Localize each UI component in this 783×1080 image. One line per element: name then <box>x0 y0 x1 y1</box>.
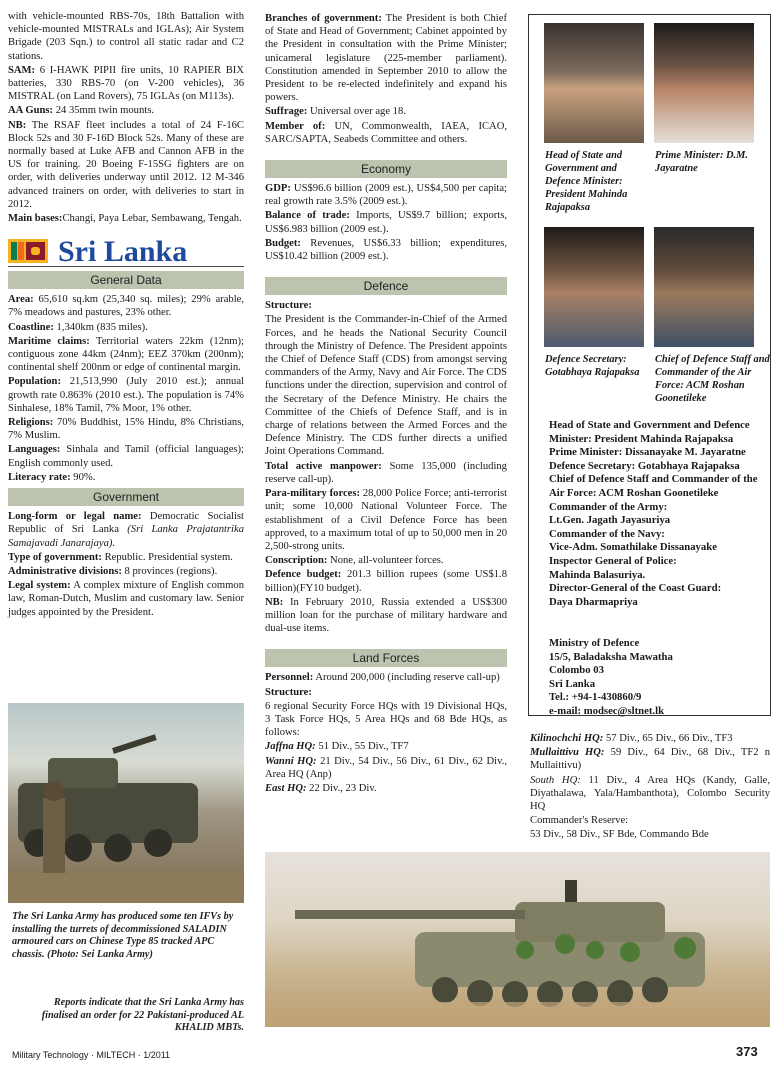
entry-text: 28,000 Police Force; anti-terrorist unit; some 10,000 National Volunteer Force. The establishment of a Civil Defence Force has been approved, to a maximum total of up to 50,000 men in 20 2,500-strong units. <box>265 488 508 552</box>
entry-label: Type of government: <box>8 551 102 563</box>
entry <box>8 565 244 578</box>
entry <box>8 471 244 484</box>
entry <box>530 814 770 827</box>
entry-text: In February 2010, Russia extended a US$300 million loan for the purchase of military hardware and dual-use items. <box>265 596 507 635</box>
entry-text: 57 Div., 65 Div., 66 Div., TF3 <box>603 733 733 744</box>
entry-text: 21,513,990 (July 2010 est.); annual growth rate 0.863% (2010 est.). The population is 74% Sinhalese, 18% Tamil, 7% Moor, 1% other. <box>8 376 244 414</box>
entry-text: 21 Div., 54 Div., 56 Div., 61 Div., 62 Div., Area HQ (Anp) <box>265 755 507 780</box>
chief-of-defence-staff-caption: Chief of Defence Staff and Commander of the Air Force: ACM Roshan Goonetileke <box>655 354 770 404</box>
defence-secretary-portrait <box>544 227 644 347</box>
summary-line: Defence Secretary: Gotabhaya Rajapaksa <box>549 459 740 472</box>
entry-label: Structure: <box>265 300 312 312</box>
summary-line: Inspector General of Police: <box>549 554 677 567</box>
entry-text: 201.3 billion rupees (some US$1.8 billion)(FY10 budget). <box>265 569 507 594</box>
officials-box <box>528 14 771 716</box>
entry <box>265 182 507 208</box>
officials-summary <box>549 419 769 609</box>
entry-text: The RSAF fleet includes a total of 24 F-16C Block 52s and 30 F-16D Block 52s. Many of these are normally based at Luke AFB and Cannon AFB in the US for training. 20 Boeing F-15SG fighters are on order, with deliveries underway until 2012. 12 M-346 advanced trainers on order, with deliveries to start in 2012. <box>8 119 244 210</box>
entry <box>8 119 244 211</box>
summary-line: 15/5, Baladaksha Mawatha <box>549 650 673 663</box>
entry-text: US$96.6 billion (2009 est.), US$4,500 per capita; real growth rate 3.5% (2009 est.). <box>265 183 507 208</box>
entry-label: Legal system: <box>8 580 71 592</box>
entry-label: Administrative divisions: <box>8 565 122 577</box>
entry-label: Long-form or legal name: <box>8 511 142 523</box>
entry-text: 1,340km (835 miles). <box>53 321 148 333</box>
entry-italic: (Sri Lanka Prajatantrika Samajavadi Janarajaya). <box>8 524 244 549</box>
entry <box>530 746 770 772</box>
entry-text: UN, Commonwealth, IAEA, ICAO, SARC/SAPTA, Seabeds Committee and others. <box>265 120 507 145</box>
entry-text: Around 200,000 (including reserve call-up) <box>313 672 500 684</box>
entry <box>265 740 507 753</box>
entry-text: 53 Div., 58 Div., SF Bde, Commando Bde <box>530 829 709 841</box>
entry-label: Conscription: <box>265 555 328 567</box>
government-data <box>8 510 244 619</box>
summary-line: Tel.: +94-1-430860/9 <box>549 691 642 704</box>
entry-label: Maritime claims: <box>8 335 90 347</box>
entry-text: A complex mixture of English common law, Roman-Dutch, Muslim and customary law. Senior judges appointed by the President. <box>8 580 245 618</box>
entry-text: The President is the Commander-in-Chief of the Armed Forces, and he heads the National Security Council through the Ministry of Defence. The President appoints the Chief of Defence Staff (CDS) from amongst serving commanders of the Army, Navy and Air Force. The CDS functions under the direction, supervision and control of the Secretary of the Defence Ministry. He chairs the Committee of the Chiefs of Defence Staff, and is in charge of relations between the Armed Forces and the Defence Ministry. The CDS further directs a unified Joint Operations Command. <box>265 314 507 458</box>
entry-label: Para-military forces: <box>265 488 361 500</box>
entry <box>265 209 507 235</box>
entry-label: East HQ: <box>265 782 307 794</box>
prime-minister-portrait <box>654 23 754 143</box>
footer-publication: Military Technology · MILTECH · 1/2011 <box>12 1050 171 1060</box>
entry-label: AA Guns: <box>8 105 54 117</box>
entry <box>8 64 244 104</box>
summary-line: Head of State and Government and Defence Minister: President Mahinda Rajapaksa <box>549 419 750 445</box>
president-caption: Head of State and Government and Defence Minister: President Mahinda Rajapaksa <box>545 150 628 213</box>
entry-label: NB: <box>265 596 284 608</box>
entry <box>265 12 507 104</box>
entry <box>265 299 507 312</box>
entry <box>8 335 244 375</box>
entry-text: 22 Div., 23 Div. <box>306 782 377 794</box>
entry <box>265 313 507 458</box>
entry-label: Suffrage: <box>265 106 308 118</box>
land-forces-data <box>265 671 507 795</box>
entry-label: Jaffna HQ: <box>265 741 316 753</box>
country-name: Sri Lanka <box>58 234 188 268</box>
page-number: 373 <box>736 1044 758 1059</box>
land-forces-header: Land Forces <box>265 649 507 667</box>
entry-text: None, all-volunteer forces. <box>327 555 444 567</box>
entry <box>265 782 507 795</box>
entry-text: Territorial waters 22km (12nm); contiguous zone 44km (24nm); EEZ 370km (200nm); continental shelf 200nm or edge of continental margin. <box>8 335 244 374</box>
entry-label: Religions: <box>8 417 54 429</box>
summary-line: Chief of Defence Staff and Commander of the Air Force: ACM Roshan Goonetileke <box>549 473 758 499</box>
defence-secretary-caption: Defence Secretary: Gotabhaya Rajapaksa <box>545 354 640 378</box>
entry-label: Balance of trade: <box>265 210 350 222</box>
prime-minister-caption: Prime Minister: D.M. Jayaratne <box>655 150 748 174</box>
entry <box>530 828 770 841</box>
entry <box>8 416 244 442</box>
sri-lanka-flag-icon <box>8 239 48 263</box>
entry-text: Some 135,000 (including reserve call-up). <box>265 460 507 485</box>
entry-text: 8 provinces (regions). <box>121 565 218 577</box>
entry-label: Structure: <box>265 686 312 698</box>
summary-line: Colombo 03 <box>549 664 604 677</box>
summary-line: e-mail: modsec@sltnet.lk <box>549 704 665 717</box>
entry <box>265 671 507 684</box>
entry-text: Sinhala and Tamil (official languages); English commonly used. <box>8 444 244 469</box>
entry <box>265 700 507 740</box>
ministry-address <box>549 637 769 719</box>
entry-label: GDP: <box>265 183 291 195</box>
land-forces-continued <box>530 732 770 843</box>
entry <box>8 375 244 415</box>
air-defence-continued <box>8 10 244 225</box>
entry-text: Changi, Paya Lebar, Sembawang, Tengah. <box>62 213 242 225</box>
entry-label: Wanni HQ: <box>265 755 317 767</box>
entry <box>265 487 507 553</box>
entry-label: Literacy rate: <box>8 471 71 483</box>
ifv-photo-caption: The Sri Lanka Army has produced some ten IFVs by installing the turrets of decommissioned SALADIN armoured cars on Chinese Type 85 tracked APC chassis. (Photo: Sei Lanka Army) <box>12 911 234 960</box>
entry-label: Defence budget: <box>265 569 342 581</box>
entry-text: Universal over age 18. <box>307 106 406 118</box>
summary-line: Director-General of the Coast Guard: <box>549 582 722 595</box>
entry-label: Population: <box>8 376 61 388</box>
entry-text: Republic. Presidential system. <box>101 551 233 563</box>
entry-text: 24 35mm twin mounts. <box>53 105 154 117</box>
economy-data <box>265 182 507 263</box>
entry <box>265 105 507 118</box>
entry-label: NB: <box>8 119 27 131</box>
government-branches <box>265 12 507 146</box>
entry-label: Languages: <box>8 444 61 456</box>
summary-line: Prime Minister: Dissanayake M. Jayaratne <box>549 446 746 459</box>
defence-header: Defence <box>265 277 507 295</box>
summary-line: Commander of the Army: <box>549 500 668 513</box>
summary-line: Ministry of Defence <box>549 637 640 649</box>
entry <box>265 568 507 594</box>
summary-line: Vice-Adm. Somathilake Dissanayake <box>549 541 717 554</box>
summary-line: Daya Dharmapriya <box>549 595 638 608</box>
entry <box>265 460 507 486</box>
entry <box>265 596 507 636</box>
entry <box>530 774 770 814</box>
entry-text: with vehicle-mounted RBS-70s, 18th Battalion with vehicle-mounted MISTRALs and IGLAs); Air System Brigade (203 Sqn.) to control all static radar and C2 stations. <box>8 11 244 62</box>
defence-data <box>265 299 507 635</box>
entry <box>8 579 244 619</box>
entry <box>530 732 770 745</box>
entry <box>265 755 507 781</box>
entry-label: Budget: <box>265 237 301 249</box>
column-left <box>8 0 244 620</box>
entry <box>8 104 244 117</box>
ifv-photo <box>8 703 244 903</box>
government-header: Government <box>8 488 244 506</box>
entry-label: Main bases: <box>8 213 63 225</box>
summary-line: Mahinda Balasuriya. <box>549 568 646 581</box>
entry-label: Branches of government: <box>265 13 382 24</box>
entry <box>8 551 244 564</box>
entry-text: 6 regional Security Force HQs with 19 Divisional HQs, 3 Task Force HQs, 5 Area HQs and 68 Bde HQs, as follows: <box>265 700 507 739</box>
entry-text: Commander's Reserve: <box>530 815 629 827</box>
entry-label: Coastline: <box>8 321 54 333</box>
entry-text: 11 Div., 4 Area HQs (Kandy, Galle, Diyathalawa, Yala/Hambanthota), Colombo Security HQ <box>530 774 770 813</box>
column-middle <box>265 0 507 796</box>
entry <box>265 686 507 699</box>
entry <box>8 212 244 225</box>
entry-text: Democratic Socialist Republic of Sri Lanka <box>8 511 245 536</box>
entry <box>265 120 507 146</box>
general-data-header: General Data <box>8 271 244 289</box>
entry-text: 6 I-HAWK PIPII fire units, 10 RAPIER BIX batteries, 330 RBS-70 (on V-200 vehicles), 36 MISTRAL (on Land Rovers), 75 IGLAs (on M113s). <box>8 64 244 103</box>
entry-label: Kilinochchi HQ: <box>530 733 604 744</box>
entry-label: Total active manpower: <box>265 460 382 472</box>
entry-text: 65,610 sq.km (25,340 sq. miles); 29% arable, 7% meadows and pastures, 23% other. <box>8 294 244 319</box>
entry-label: SAM: <box>8 64 36 76</box>
entry <box>265 237 507 263</box>
entry <box>8 293 244 319</box>
entry-label: Area: <box>8 294 34 306</box>
entry-label: South HQ: <box>530 774 581 786</box>
entry-text: 70% Buddhist, 15% Hindu, 8% Christians, 7% Muslim. <box>8 417 244 442</box>
entry <box>8 10 244 63</box>
entry-label: Mullaittivu HQ: <box>530 747 605 759</box>
entry-text: 90%. <box>70 471 96 483</box>
mbt-caption: Reports indicate that the Sri Lanka Army has finalised an order for 22 Pakistani-produced AL KHALID MBTs. <box>41 997 244 1034</box>
entry-text: The President is both Chief of State and Head of Government; Cabinet appointed by the President in consultation with the Prime Minister; unicameral legislature (225-member parliament). Constitution amended in September 2010 to allow the President to be re-elected indefinitely and expand his powers. <box>265 13 507 104</box>
entry-label: Personnel: <box>265 672 314 684</box>
entry <box>8 443 244 469</box>
mbt-photo <box>265 852 770 1027</box>
president-portrait <box>544 23 644 143</box>
summary-line: Sri Lanka <box>549 677 596 690</box>
tank-icon <box>265 852 770 1027</box>
entry <box>8 510 244 550</box>
general-data <box>8 293 244 484</box>
entry <box>8 321 244 334</box>
ifv-vehicle-icon <box>8 703 244 903</box>
country-heading <box>8 234 244 268</box>
entry-text: 59 Div., 64 Div., 68 Div., TF2 n Mullaittivu) <box>530 747 770 772</box>
summary-line: Commander of the Navy: <box>549 527 665 540</box>
entry <box>265 554 507 567</box>
entry-text: 51 Div., 55 Div., TF7 <box>315 741 409 753</box>
entry-text: Revenues, US$6.33 billion; expenditures, US$10.42 billion (2009 est.). <box>265 237 507 263</box>
entry-text: Imports, US$9.7 billion; exports, US$6.983 billion (2009 est.). <box>265 210 507 235</box>
entry-label: Member of: <box>265 120 326 132</box>
chief-of-defence-staff-portrait <box>654 227 754 347</box>
economy-header: Economy <box>265 160 507 178</box>
summary-line: Lt.Gen. Jagath Jayasuriya <box>549 514 671 527</box>
